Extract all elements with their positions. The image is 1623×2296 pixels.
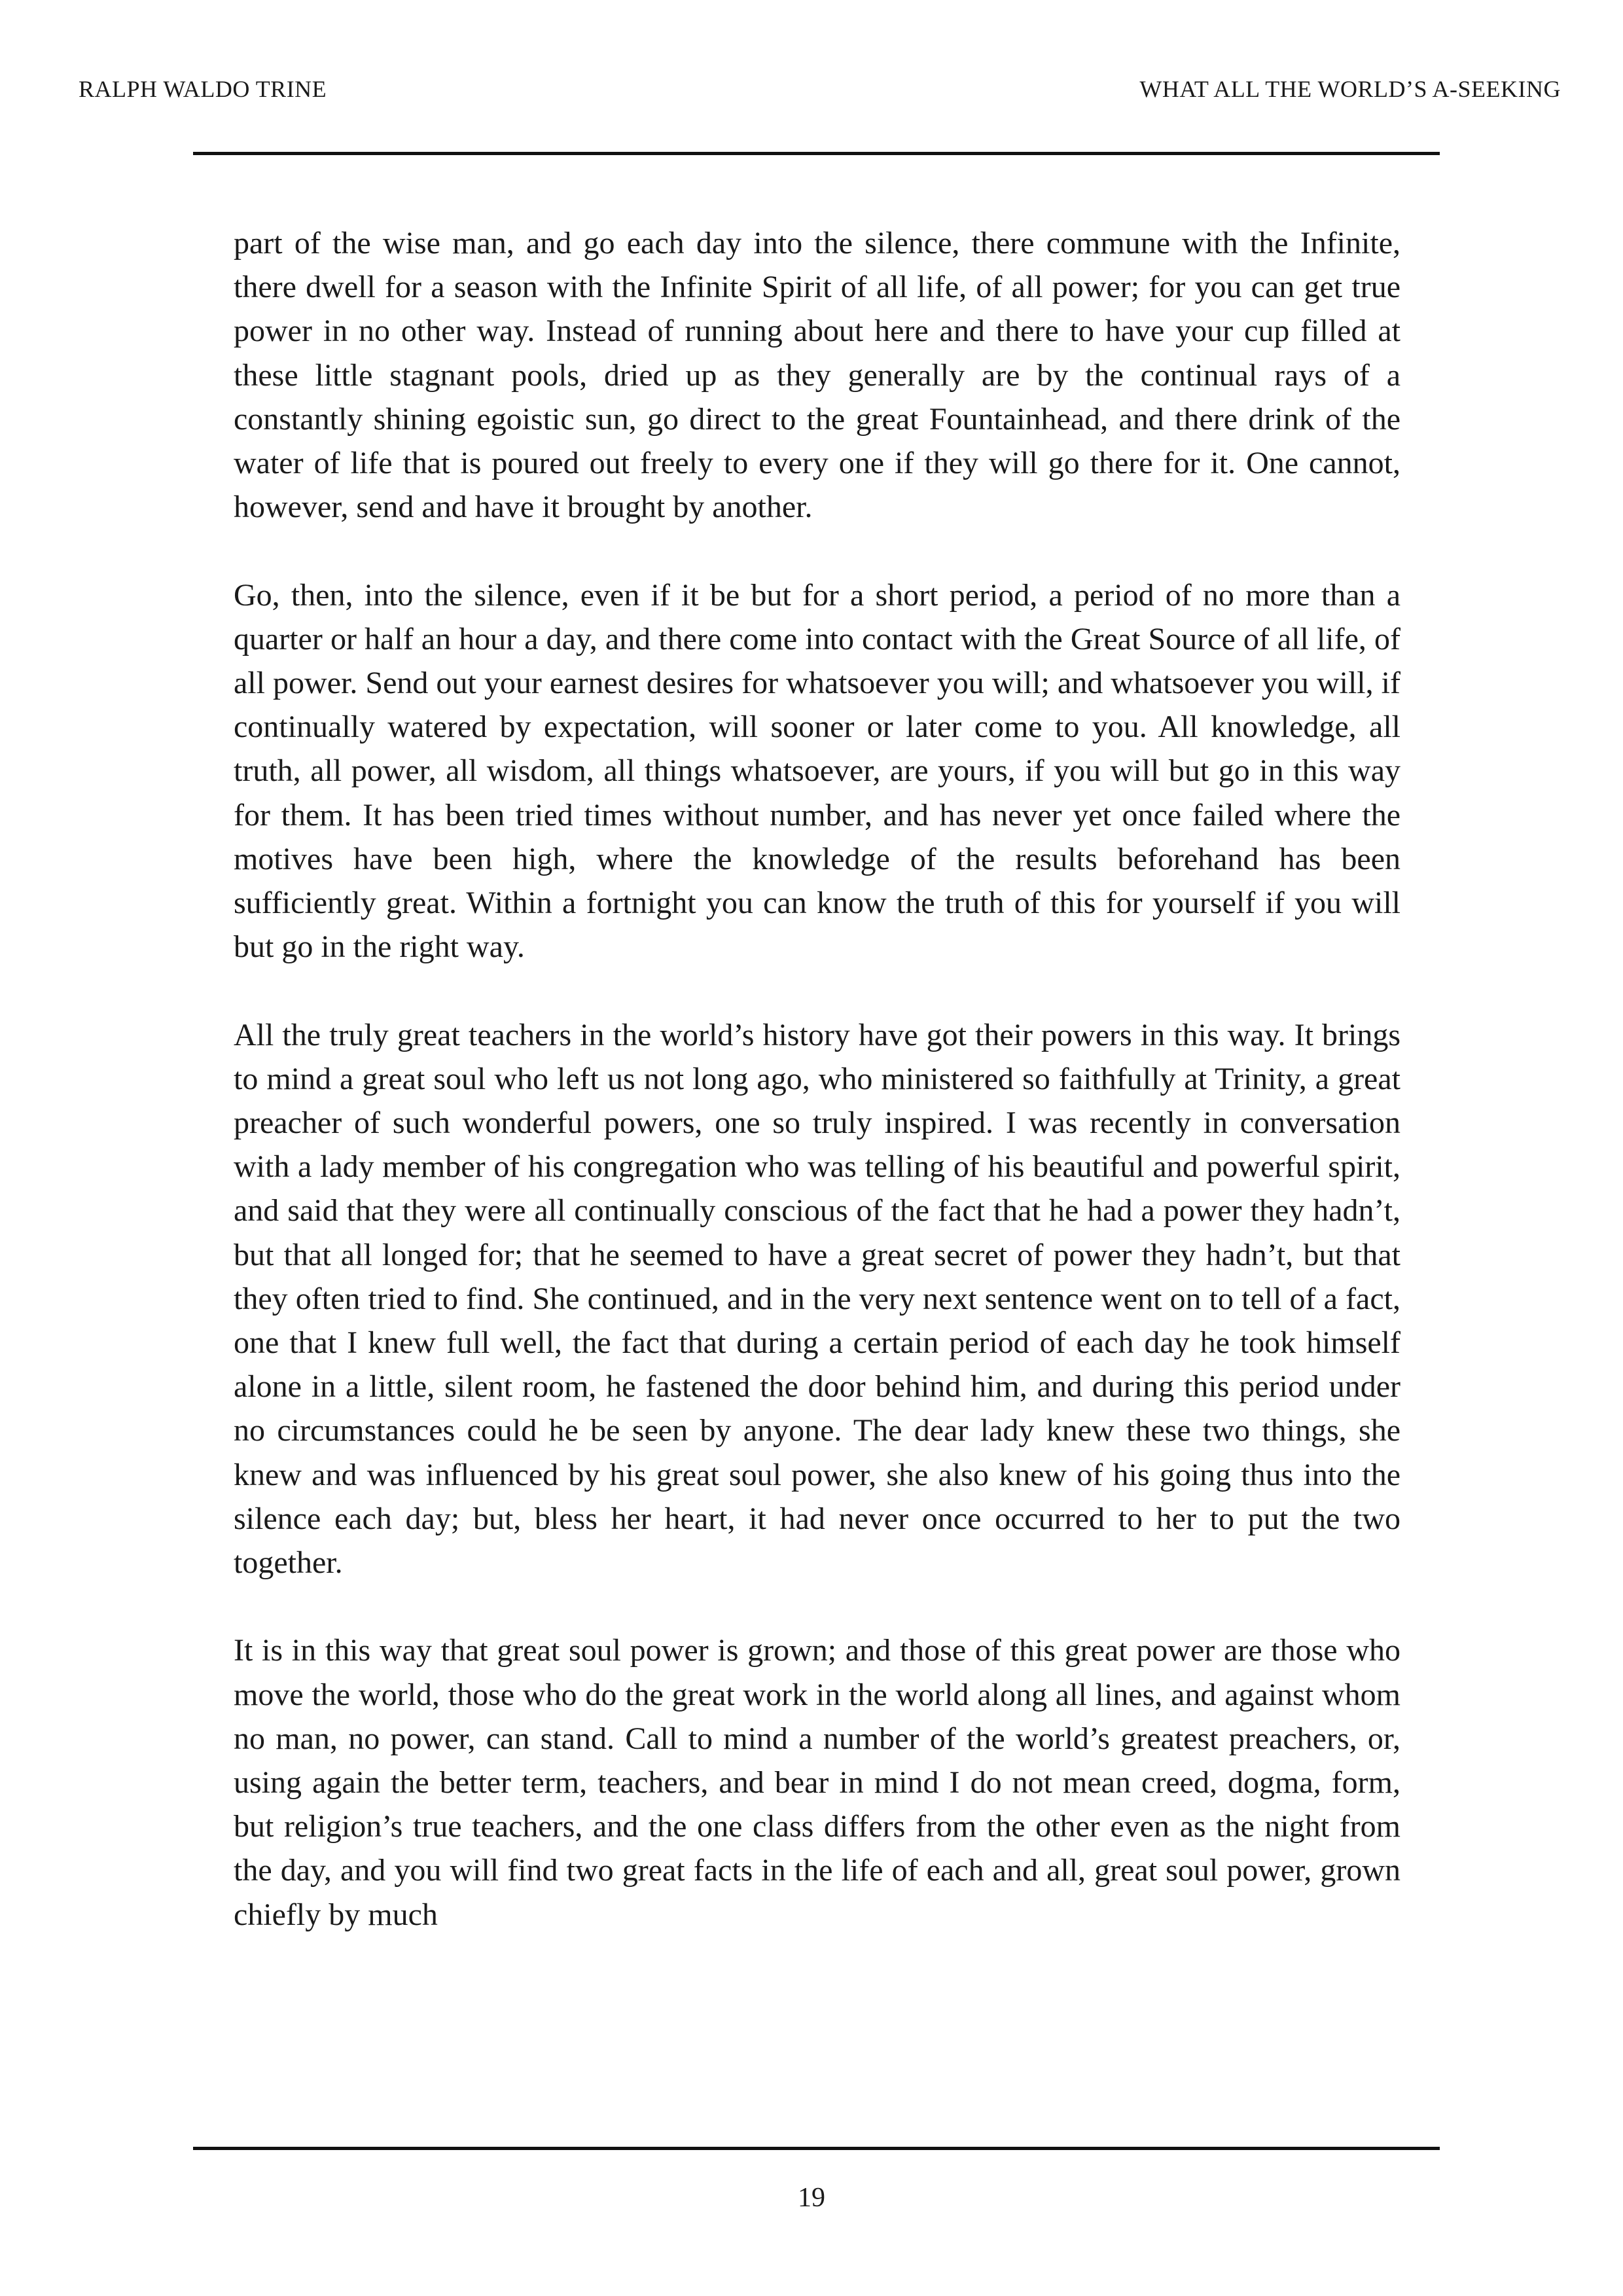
header-rule (193, 152, 1440, 155)
footer-rule (193, 2147, 1440, 2150)
page-number: 19 (798, 2183, 825, 2213)
paragraph: All the truly great teachers in the world’s history have got their powers in this way. It brings to mind a great soul who left us not long ago, who ministered so faithfully at Trinity, a great preacher of such wonderful powers, one so truly inspired. I was recently in conversation with a lady member of his congregation who was telling of his beautiful and powerful spirit, and said that they were all continually conscious of the fact that he had a power they hadn’t, but that all longed for; that he seemed to have a great secret of power they hadn’t, but that they often tried to find. She continued, and in the very next sentence went on to tell of a fact, one that I knew full well, the fact that during a certain period of each day he took himself alone in a little, silent room, he fastened the door behind him, and during this period under no circumstances could he be seen by anyone. The dear lady knew these two things, she knew and was influenced by his great soul power, she also knew of his going thus into the silence each day; but, bless her heart, it had never once occurred to her to put the two together. (234, 1017, 1400, 1581)
paragraph: Go, then, into the silence, even if it be but for a short period, a period of no more than a quarter or half an hour a day, and there come into contact with the Great Source of all life, of all power. Send out your earnest desires for whatsoever you will; and whatsoever you will, if continually watered by expectation, will sooner or later come to you. All knowledge, all truth, all power, all wisdom, all things whatsoever, are yours, if you will but go in this way for them. It has been tried times without number, and has never yet once failed where the motives have been high, where the knowledge of the results beforehand has been sufficiently great. Within a fortnight you can know the truth of this for yourself if you will but go in the right way. (234, 577, 1400, 965)
paragraph: It is in this way that great soul power is grown; and those of this great power are those who move the world, those who do the great work in the world along all lines, and against whom no man, no power, can stand. Call to mind a number of the world’s greatest preachers, or, using again the better term, teachers, and bear in mind I do not mean creed, dogma, form, but religion’s true teachers, and the one class differs from the other even as the night from the day, and you will find two great facts in the life of each and all, great soul power, grown chiefly by much (234, 1633, 1400, 1932)
running-head-author: RALPH WALDO TRINE (79, 76, 327, 102)
page-body (234, 221, 1400, 1937)
running-head-title: WHAT ALL THE WORLD’S A-SEEKING (1139, 76, 1561, 102)
paragraph: part of the wise man, and go each day into the silence, there commune with the Infinite, there dwell for a season with the Infinite Spirit of all life, of all power; for you can get true power in no other way. Instead of running about here and there to have your cup filled at these little stagnant pools, dried up as they generally are by the continual rays of a constantly shining egoistic sun, go direct to the great Fountainhead, and there drink of the water of life that is poured out freely to every one if they will go there for it. One cannot, however, send and have it brought by another. (234, 226, 1400, 525)
